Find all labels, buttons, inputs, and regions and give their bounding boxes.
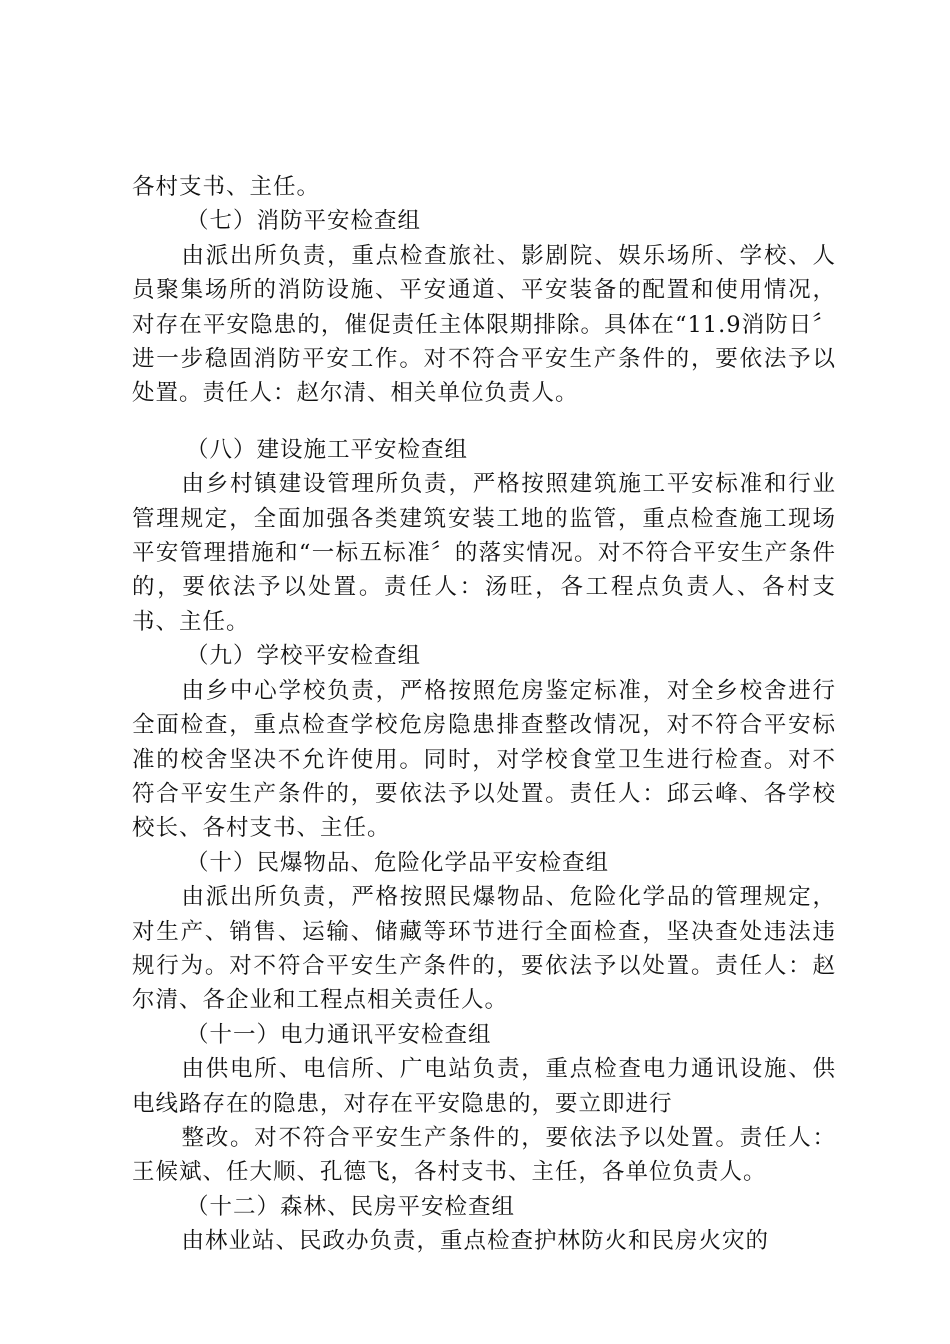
paragraph-continuation: 各村支书、主任。 — [132, 174, 321, 200]
section-heading-forest-housing: （十二）森林、民房平安检查组 — [186, 1193, 516, 1220]
paragraph-fire-safety: 由派出所负责，重点检查旅社、影剧院、娱乐场所、学校、人员聚集场所的消防设施、平安通道、平安装备的配置和使用情况，对存在平安隐患的，催促责任主体限期排除。具体在“11.9消防日〞进一步稳固消防平安工作。对不符合平安生产条件的，要依法予以处置。责任人：赵尔清、相关单位负责人。 — [132, 242, 836, 407]
section-heading-fire-safety: （七）消防平安检查组 — [186, 208, 422, 235]
paragraph-explosives: 由派出所负责，严格按照民爆物品、危险化学品的管理规定，对生产、销售、运输、储藏等环节进行全面检查，坚决查处违法违规行为。对不符合平安生产条件的，要依法予以处置。责任人：赵尔清、各企业和工程点相关责任人。 — [132, 884, 836, 1014]
document-body — [132, 170, 836, 1259]
section-heading-explosives: （十）民爆物品、危险化学品平安检查组 — [186, 849, 610, 876]
paragraph-school: 由乡中心学校负责，严格按照危房鉴定标准，对全乡校舍进行全面检查，重点检查学校危房隐患排查整改情况，对不符合平安标准的校舍坚决不允许使用。同时，对学校食堂卫生进行检查。对不符合平安生产条件的，要依法予以处置。责任人：邱云峰、各学校校长、各村支书、主任。 — [132, 677, 836, 842]
paragraph-forest-housing: 由林业站、民政办负责，重点检查护林防火和民房火灾的 — [181, 1228, 770, 1255]
section-heading-school: （九）学校平安检查组 — [186, 643, 422, 670]
section-heading-power-telecom: （十一）电力通讯平安检查组 — [186, 1021, 492, 1048]
section-heading-construction: （八）建设施工平安检查组 — [186, 436, 469, 463]
paragraph-power-telecom-continued: 整改。对不符合平安生产条件的，要依法予以处置。责任人：王候斌、任大顺、孔德飞，各村支书、主任，各单位负责人。 — [132, 1124, 836, 1186]
paragraph-construction: 由乡村镇建设管理所负责，严格按照建筑施工平安标准和行业管理规定，全面加强各类建筑安装工地的监管，重点检查施工现场平安管理措施和“一标五标准〞的落实情况。对不符合平安生产条件的，要依法予以处置。责任人：汤旺，各工程点负责人、各村支书、主任。 — [132, 471, 836, 635]
paragraph-power-telecom: 由供电所、电信所、广电站负责，重点检查电力通讯设施、供电线路存在的隐患，对存在平安隐患的，要立即进行 — [132, 1056, 836, 1117]
